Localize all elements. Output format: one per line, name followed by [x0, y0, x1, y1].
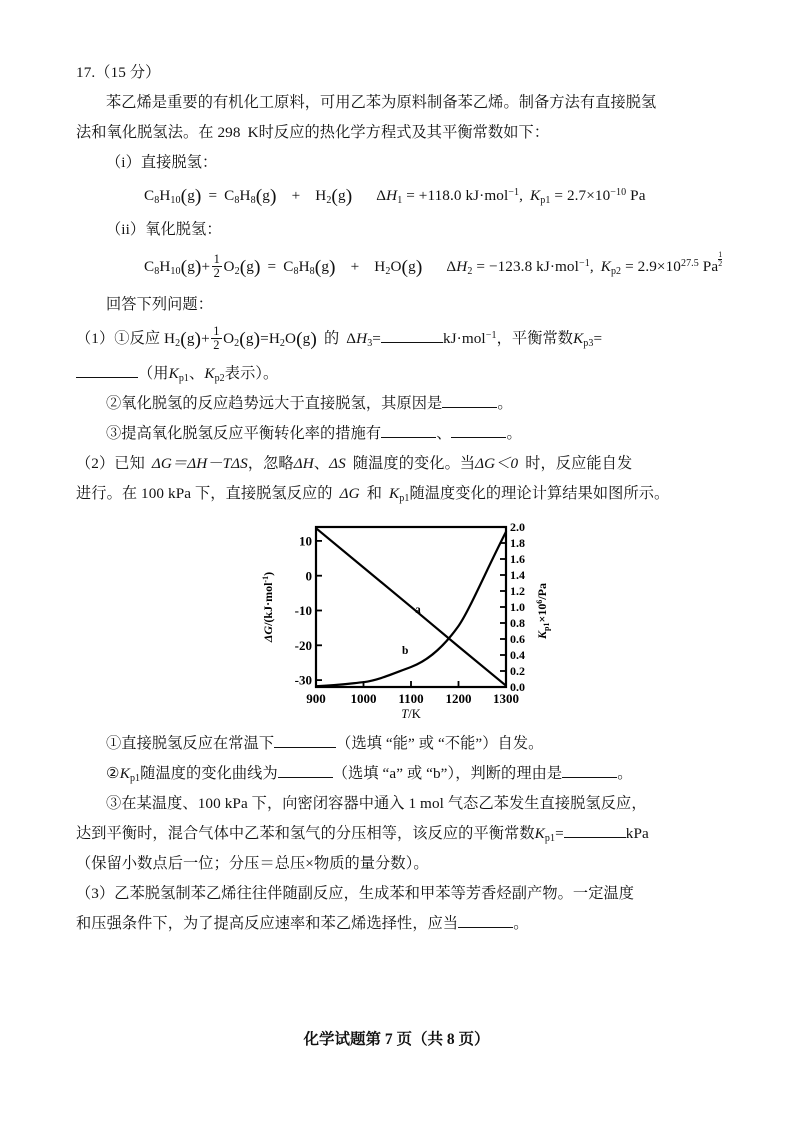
q2-sub2-text: 随温度的变化曲线为: [140, 764, 278, 782]
q2-line1-b: ，忽略: [247, 454, 294, 472]
question-number: 17.（15 分）: [76, 64, 161, 81]
q2-label: （2）: [76, 454, 115, 472]
eq2-plus: +: [350, 257, 360, 275]
q1-plus: +: [201, 329, 210, 347]
eq2-kp-symbol: $K_{p2}$: [600, 257, 622, 277]
q1-sub3-tail: 。: [506, 424, 522, 442]
q1-kp2-ref: $K_{p2}$: [204, 364, 225, 384]
q2-sub2-kp1: $K_{p1}$: [119, 764, 141, 784]
q1-sub2: [76, 389, 731, 419]
right-tick-labels: [510, 520, 525, 694]
svg-text:1000: 1000: [350, 690, 376, 706]
left-axis-title: ΔG/(kJ·mol$^{-1}$): [260, 571, 275, 642]
q1-sub2-tail: 。: [497, 394, 513, 412]
eq2-product-2: $H_2O(g)$: [374, 256, 423, 278]
q2-sub3-line2: [76, 819, 731, 849]
intro-line-1: 苯乙烯是重要的有机化工原料，可用乙苯为原料制备苯乙烯。制备方法有直接脱氢: [106, 94, 657, 111]
q2-sub2: [76, 759, 731, 789]
q3-line-1: [76, 879, 731, 909]
q1-sub1: [76, 320, 731, 359]
q1-sub1-blank-2[interactable]: [76, 377, 138, 378]
svg-text:1100: 1100: [397, 690, 424, 706]
item-ii-label: （ii）氧化脱氢：: [106, 220, 222, 238]
eq1-product-2: $H_2(g)$: [315, 185, 353, 207]
q2-delta-g-neg: ΔG＜0: [475, 454, 519, 472]
q1-o2g: $O_2(g)$: [223, 328, 261, 350]
svg-text:0.4: 0.4: [509, 647, 525, 662]
delta-g-kp-chart: [254, 515, 554, 725]
svg-text:-20: -20: [294, 637, 312, 653]
q1-sub1-tail: ，平衡常数: [496, 329, 574, 347]
equation-1: [76, 178, 731, 215]
item-i-label: （i）直接脱氢：: [106, 154, 218, 171]
q3-blank[interactable]: [458, 927, 513, 928]
q1-sub1-text: 反应 H: [129, 329, 176, 347]
q1-sub3-text: ③提高氧化脱氢反应平衡转化率的措施有: [106, 424, 382, 442]
eq2-kp-unit-exponent: $\frac{1}{2}$: [718, 250, 723, 269]
q2-line1-e: 时，反应能自发: [525, 454, 633, 472]
q1-label: （1）: [76, 329, 115, 347]
left-tick-labels: [294, 533, 311, 687]
svg-text:900: 900: [305, 690, 326, 706]
figure-container: [76, 515, 731, 725]
q2-sub3-blank[interactable]: [564, 837, 626, 838]
q2-sub1-blank[interactable]: [274, 747, 336, 748]
q2-sub2-tail: 。: [617, 764, 633, 782]
q2-delta-s: ΔS: [329, 454, 346, 472]
q2-sub2-mid: （选填 “a” 或 “b”），判断的理由是: [332, 764, 563, 782]
svg-text:0: 0: [305, 568, 312, 584]
q1-equals-3: =: [593, 329, 603, 347]
q1-de: 的: [323, 329, 340, 347]
eq2-half-fraction: $\frac{1}{2}$: [213, 252, 220, 280]
q1-sub2-blank[interactable]: [442, 407, 497, 408]
eq1-plus: +: [291, 187, 301, 204]
q2-kp1: $K_{p1}$: [388, 484, 410, 504]
eq2-enthalpy-value: = −123.8 kJ·mol$^{-1}$: [472, 257, 590, 275]
eq1-reactant: $C_8H_{10}(g)$: [144, 185, 202, 207]
q2-line2-a: 进行。在 100 kPa 下，直接脱氢反应的: [76, 484, 333, 502]
q1-sub1-close: 表示）。: [224, 364, 279, 382]
eq1-kp-symbol: $K_{p1}$: [530, 187, 551, 206]
q3-line1-text: 乙苯脱氢制苯乙烯往往伴随副反应，生成苯和甲苯等芳香烃副产物。一定温度: [114, 884, 635, 902]
q1-kp3: $K_{p3}$: [573, 329, 594, 349]
q2-sub1-text: ①直接脱氢反应在常温下: [106, 734, 275, 752]
q2-sub2-blank-1[interactable]: [278, 777, 333, 778]
q1-unit: kJ·mol$^{-1}$: [442, 329, 497, 347]
intro-line-2b: K时反应的热化学方程式及其平衡常数如下：: [247, 124, 550, 141]
svg-text:1.8: 1.8: [509, 535, 525, 550]
svg-text:1300: 1300: [492, 690, 519, 706]
q2-sub3-line2-a: 达到平衡时，混合气体中乙苯和氢气的分压相等，该反应的平衡常数: [76, 824, 535, 842]
eq2-kp-value: = $2.9\times 10^{27.5}$ Pa: [621, 257, 719, 275]
q2-line1-a: 已知: [114, 454, 145, 472]
q2-sub1-tail: （选填 “能” 或 “不能”）自发。: [336, 734, 544, 752]
q1-equals-2: =: [372, 329, 381, 347]
q3-line2-tail: 。: [513, 914, 529, 932]
eq2-o2: $O_2(g)$: [223, 256, 261, 278]
q1-delta-h3: $\Delta H_3$: [346, 329, 373, 349]
eq1-kp-value: = $2.7\times 10^{-10}$ Pa: [550, 186, 646, 204]
svg-text:-30: -30: [294, 672, 312, 688]
q1-sub1-line2: [76, 359, 731, 389]
q1-sub1-open: （用: [138, 364, 169, 382]
eq1-equals: =: [208, 187, 218, 204]
q1-sub3: [76, 419, 731, 449]
q2-line1-d: 随温度的变化。当: [352, 454, 476, 472]
svg-text:0.0: 0.0: [509, 679, 525, 694]
q1-sub3-blank-2[interactable]: [451, 437, 506, 438]
q1-h2og: $H_2O(g)$: [268, 328, 317, 350]
q1-sub1-blank-1[interactable]: [381, 342, 443, 343]
eq2-product-1: $C_8H_8(g)$: [283, 256, 336, 278]
svg-text:0.8: 0.8: [509, 615, 525, 630]
q2-delta-g: ΔG: [339, 484, 360, 502]
q2-sub2-marker: ②: [106, 764, 120, 782]
q2-sub2-blank-2[interactable]: [562, 777, 617, 778]
q2-gibbs-formula: ΔG＝ΔH－TΔS: [151, 454, 248, 472]
chart-svg: [254, 515, 554, 720]
q3-label: （3）: [76, 884, 115, 902]
svg-text:1.4: 1.4: [509, 567, 525, 582]
q1-sub1-sep: 、: [189, 364, 205, 382]
answer-prompt: 回答下列问题：: [106, 295, 214, 313]
svg-text:10: 10: [298, 533, 312, 549]
svg-text:-10: -10: [294, 602, 312, 618]
q1-kp1-ref: $K_{p1}$: [168, 364, 190, 384]
eq1-comma: ,: [519, 187, 524, 204]
eq1-enthalpy-symbol: $\Delta H_1$: [376, 187, 403, 206]
q2-line-1: [76, 449, 731, 479]
right-axis-title: $K_{p1}\times 10^6/Pa$: [534, 582, 551, 639]
series-b-label: b: [401, 644, 408, 657]
eq2-equals: =: [267, 257, 277, 275]
svg-text:2.0: 2.0: [509, 519, 525, 534]
svg-text:1.2: 1.2: [509, 583, 525, 598]
svg-text:1200: 1200: [445, 690, 471, 706]
q3-line-2: [76, 909, 731, 939]
q1-h2g: $_2$(g): [175, 328, 202, 350]
q2-sub3-unit: kPa: [625, 824, 649, 842]
q3-line2-a: 和压强条件下，为了提高反应速率和苯乙烯选择性，应当: [76, 914, 459, 932]
equation-2: [76, 245, 731, 290]
q2-sub3-line1: ③在某温度、100 kPa 下，向密闭容器中通入 1 mol 气态乙苯发生直接脱氢反应，: [106, 794, 647, 812]
svg-text:1.6: 1.6: [509, 551, 525, 566]
q2-line2-c: 随温度变化的理论计算结果如图所示。: [409, 484, 670, 502]
svg-text:0.2: 0.2: [509, 663, 525, 678]
q2-sub3-line3: （保留小数点后一位；分压＝总压×物质的量分数）。: [76, 854, 429, 872]
q2-sub3-equals: =: [555, 824, 564, 842]
q1-sub1-marker: ①: [114, 329, 130, 347]
q2-sub1: [76, 729, 731, 759]
q2-line-2: [76, 479, 731, 509]
series-a-label: a: [414, 603, 421, 616]
q1-equals: =: [260, 329, 269, 347]
intro-line-2: [76, 118, 731, 148]
q2-line1-c: 、: [313, 454, 330, 472]
svg-text:1.0: 1.0: [509, 599, 525, 614]
q1-half-fraction: $\frac{1}{2}$: [213, 324, 220, 352]
x-tick-labels: [306, 691, 519, 706]
eq1-enthalpy-value: = +118.0 kJ·mol$^{-1}$: [402, 186, 520, 204]
intro-line-2a: 法和氧化脱氢法。在 298: [76, 124, 241, 141]
svg-text:0.6: 0.6: [509, 631, 525, 646]
q1-sub2-text: ②氧化脱氢的反应趋势远大于直接脱氢，其原因是: [106, 394, 443, 412]
eq2-enthalpy-symbol: $\Delta H_2$: [446, 257, 473, 277]
eq2-plus-half: +: [201, 257, 211, 275]
q1-sub3-sep: 、: [436, 424, 452, 442]
eq2-comma: ,: [589, 257, 594, 275]
q2-sub3-kp1: $K_{p1}$: [534, 824, 556, 844]
eq2-reactant: $C_8H_{10}(g)$: [144, 256, 202, 278]
x-axis-title: T/K: [400, 706, 421, 720]
q2-line2-b: 和: [366, 484, 382, 502]
q2-delta-h: ΔH: [293, 454, 314, 472]
q1-sub3-blank-1[interactable]: [381, 437, 436, 438]
page-footer: 化学试题第 7 页（共 8 页）: [303, 1031, 490, 1048]
eq1-product-1: $C_8H_8(g)$: [224, 185, 277, 207]
